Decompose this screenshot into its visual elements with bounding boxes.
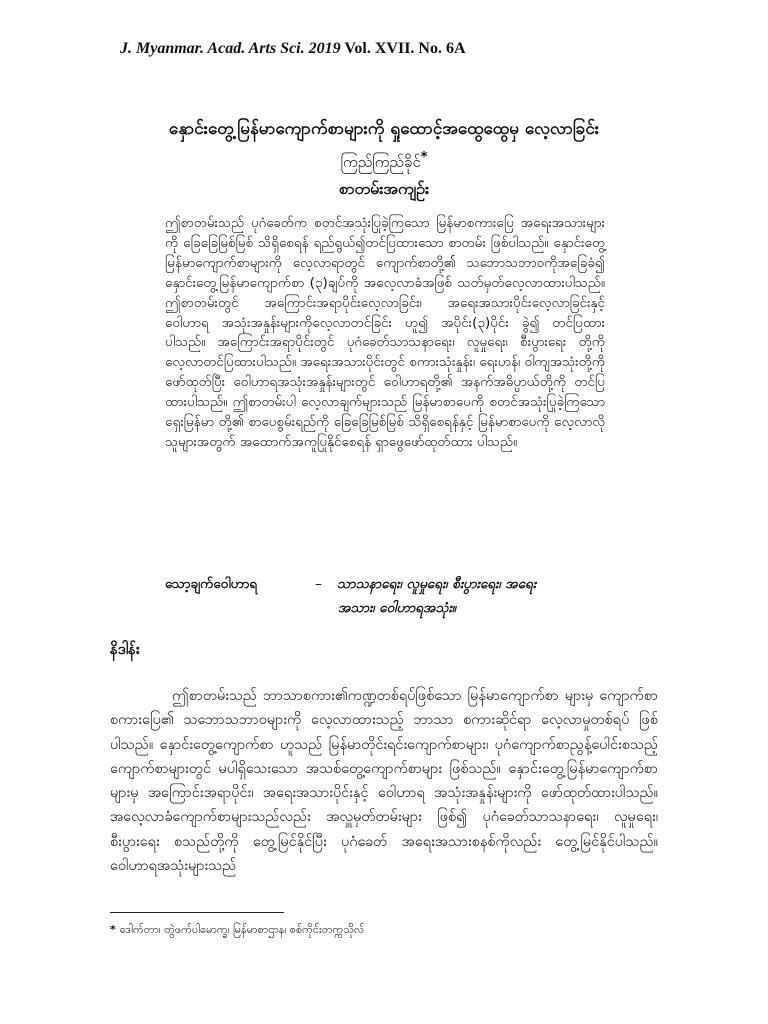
author-name: ကြည်ကြည်ခိုင် [340,153,421,171]
footnote-mark: * [110,923,116,936]
keywords-block [165,572,605,620]
author-footnote-mark: * [420,150,428,165]
footnote-text: ဒေါက်တာ၊ တွဲဖက်ပါမောက္ခ၊ မြန်မာစာဌာန၊ စစ်ကိုင်းတက္ကသိုလ် [119,923,365,936]
keywords-list: သာသနာရေး၊ လူမှုရေး၊ စီးပွားရေး၊ အရေး [337,576,537,592]
journal-header [120,40,466,58]
paper-title: နှောင်းတွေ့မြန်မာကျောက်စာများကို ရှုထောင့်အထွေထွေမှ လေ့လာခြင်း [168,119,600,139]
journal-name: J. Myanmar. Acad. Arts Sci. 2019 [120,40,341,57]
journal-volume: Vol. XVII. No. 6A [340,40,466,57]
introduction-heading: နိဒါန်း [110,640,140,658]
author-line [0,150,768,175]
keywords-list-continued: အသား၊ ဝေါဟာရအသုံး။ [338,600,456,616]
footnote [110,923,658,939]
introduction-paragraph: ဤစာတမ်းသည် ဘာသာစကား၏ကဏ္ဍတစ်ရပ်ဖြစ်သော မြန်မာကျောက်စာ များမှ ကျောက်စာစကားပြေ၏ သဘောသဘာဝများကို လေ့လာထားသည့် ဘာသာ စကားဆိုင်ရာ လေ့လာမှုတစ်ရပ် ဖြစ်ပါသည်။ နှောင်းတွေ့ကျောက်စာ ဟူသည် မြန်မာတိုင်းရင်းကျောက်စာများ၊ ပုဂံကျောက်စာညွန့်ပေါင်းစသည့် ကျောက်စာများတွင် မပါရှိသေးသော အသစ်တွေ့ကျောက်စာများ ဖြစ်သည်။ နှောင်းတွေ့မြန်မာကျောက်စာ များမှ အကြောင်းအရာပိုင်း၊ အရေးအသားပိုင်းနှင့် ဝေါဟာရ အသုံးအနှုန်းများကို ဖော်ထုတ်ထားပါသည်။ အလေ့လာခံကျောက်စာများသည်လည်း အလှူမှတ်တမ်းများ ဖြစ်၍ ပုဂံခေတ်သာသနာရေး၊ လူမှုရေး၊ စီးပွားရေး စသည်တို့ကို တွေ့မြင်နိုင်ပြီး ပုဂံခေတ် အရေးအသားစနစ်ကိုလည်း တွေ့မြင်နိုင်ပါသည်။ ဝေါဟာရအသုံးများသည် [110,688,658,875]
keywords-label: သော့ချက်ဝေါဟာရ [165,576,258,592]
abstract-heading: စာတမ်းအကျဉ်း [338,179,430,198]
keywords-line-1 [165,572,605,596]
abstract-text: ဤစာတမ်းသည် ပုဂံခေတ်က စတင်အသုံးပြုခဲ့ကြသော မြန်မာစကားပြေ အရေးအသားများကို ခြေခြေမြစ်မြစ် သိရှိစေရန် ရည်ရွယ်၍တင်ပြထားသော စာတမ်း ဖြစ်ပါသည်။ နှောင်းတွေ့မြန်မာကျောက်စာများကို လေ့လာရာတွင် ကျောက်စာတို့၏ သဘောသဘာဝကိုအခြေခံ၍ နှောင်းတွေ့မြန်မာကျောက်စာ (၃)ချပ်ကို အလေ့လာခံအဖြစ် သတ်မှတ်လေ့လာထားပါသည်။ ဤစာတမ်းတွင် အကြောင်းအရာပိုင်းလေ့လာခြင်း၊ အရေးအသားပိုင်းလေ့လာခြင်းနှင့် ဝေါဟာရ အသုံးအနှုန်းများကိုလေ့လာတင်ခြင်း ဟူ၍ အပိုင်း(၃)ပိုင်း ခွဲ၍ တင်ပြထား ပါသည်။ အကြောင်းအရာပိုင်းတွင် ပုဂံခေတ်သာသနာရေး၊ လူမှုရေး၊ စီးပွားရေး တို့ကို လေ့လာတင်ပြထားပါသည်။ အရေးအသားပိုင်းတွင် စကားသုံးနှုန်း၊ ရေးဟန်၊ ဝါကျအသုံးတို့ကို ဖော်ထုတ်ပြီး ဝေါဟာရအသုံးအနှုန်းများတွင် ဝေါဟာရတို့၏ အနက်အဓိပ္ပာယ်တို့ကို တင်ပြထားပါသည်။ ဤစာတမ်းပါ လေ့လာချက်များသည် မြန်မာစာပေကို စတင်အသုံးပြုခဲ့ကြသော ရှေးမြန်မာ တို့၏ စာပေစွမ်းရည်ကို ခြေခြေမြစ်မြစ် သိရှိစေရန်နှင့် မြန်မာစာပေကို လေ့လာလိုသူများအတွက် အထောက်အကူပြုနိုင်စေရန် ရှာဖွေဖော်ထုတ်ထား ပါသည်။ [165,215,605,450]
footnote-divider [110,912,284,913]
keywords-dash: – [315,576,322,592]
